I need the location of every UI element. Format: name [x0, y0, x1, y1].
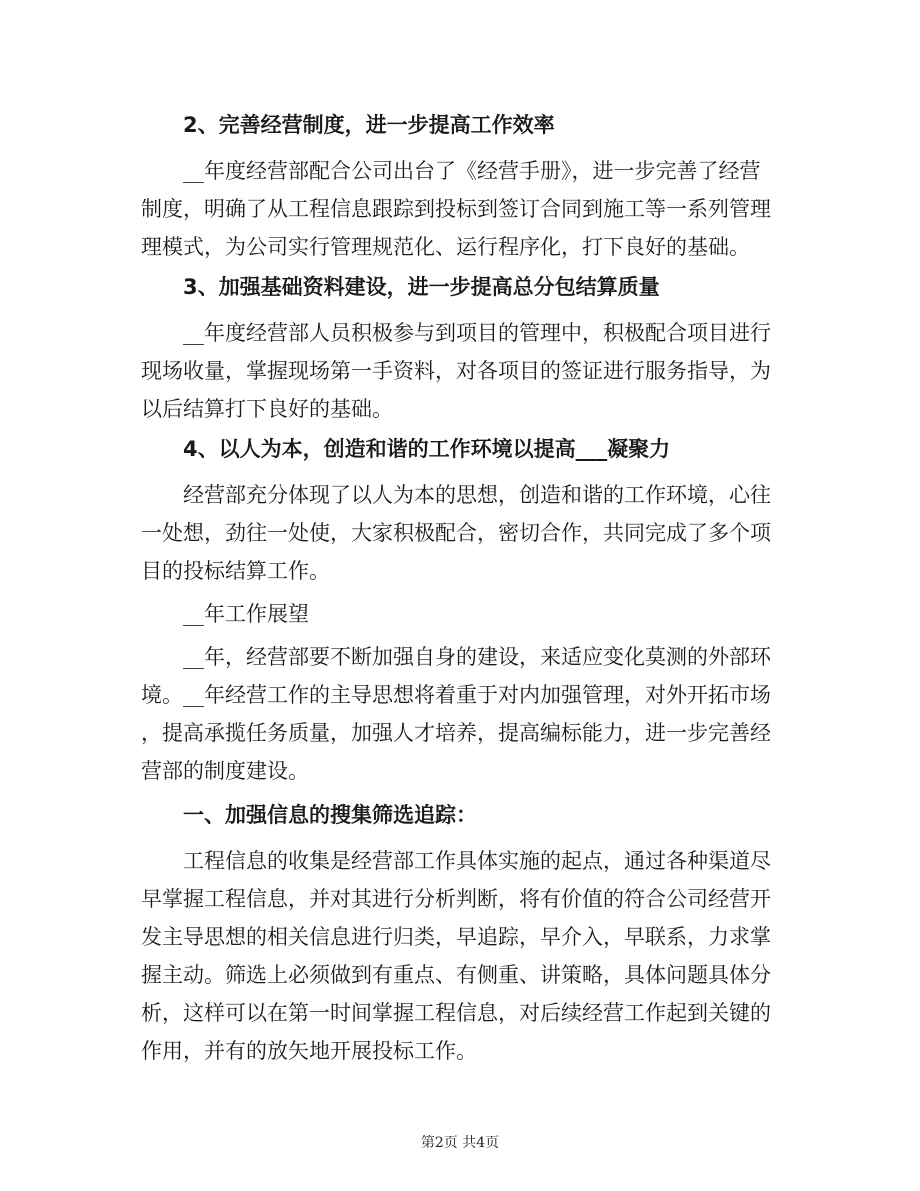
paragraph-line: 理模式，为公司实行管理规范化、运行程序化，打下良好的基础。	[141, 235, 750, 259]
paragraph-line: __年度经营部人员积极参与到项目的管理中，积极配合项目进行	[183, 321, 771, 345]
paragraph-line: 工程信息的收集是经营部工作具体实施的起点，通过各种渠道尽	[183, 849, 771, 873]
paragraph-line: 目的投标结算工作。	[141, 559, 330, 583]
subheading-outlook: __年工作展望	[183, 602, 309, 626]
paragraph-line: 作用，并有的放矢地开展投标工作。	[141, 1039, 477, 1063]
paragraph-line: 析，这样可以在第一时间掌握工程信息，对后续经营工作起到关键的	[141, 1001, 771, 1025]
paragraph-line: 境。__年经营工作的主导思想将着重于对内加强管理，对外开拓市场	[141, 683, 771, 707]
paragraph-line: 一处想，劲往一处使，大家积极配合，密切合作，共同完成了多个项	[141, 521, 771, 545]
section-heading-4: 4、以人为本，创造和谐的工作环境以提高___凝聚力	[183, 437, 671, 461]
section-heading-3: 3、加强基础资料建设，进一步提高总分包结算质量	[183, 275, 660, 299]
paragraph-line: 经营部充分体现了以人为本的思想，创造和谐的工作环境，心往	[183, 483, 771, 507]
paragraph-line: 早掌握工程信息，并对其进行分析判断，将有价值的符合公司经营开	[141, 887, 771, 911]
page-number-footer: 第2页 共4页	[420, 1135, 500, 1151]
section-heading-2: 2、完善经营制度，进一步提高工作效率	[183, 113, 555, 137]
section-heading-info: 一、加强信息的搜集筛选追踪：	[183, 803, 477, 827]
paragraph-line: 制度，明确了从工程信息跟踪到投标到签订合同到施工等一系列管理	[141, 197, 771, 221]
paragraph-line: 发主导思想的相关信息进行归类，早追踪，早介入，早联系，力求掌	[141, 925, 771, 949]
paragraph-line: 营部的制度建设。	[141, 759, 309, 783]
paragraph-line: __年，经营部要不断加强自身的建设，来适应变化莫测的外部环	[183, 645, 771, 669]
paragraph-line: 以后结算打下良好的基础。	[141, 397, 393, 421]
paragraph-line: 握主动。筛选上必须做到有重点、有侧重、讲策略，具体问题具体分	[141, 963, 771, 987]
paragraph-line: ，提高承揽任务质量，加强人才培养，提高编标能力，进一步完善经	[141, 721, 771, 745]
paragraph-line: __年度经营部配合公司出台了《经营手册》，进一步完善了经营	[183, 159, 761, 183]
paragraph-line: 现场收量，掌握现场第一手资料，对各项目的签证进行服务指导，为	[141, 359, 771, 383]
